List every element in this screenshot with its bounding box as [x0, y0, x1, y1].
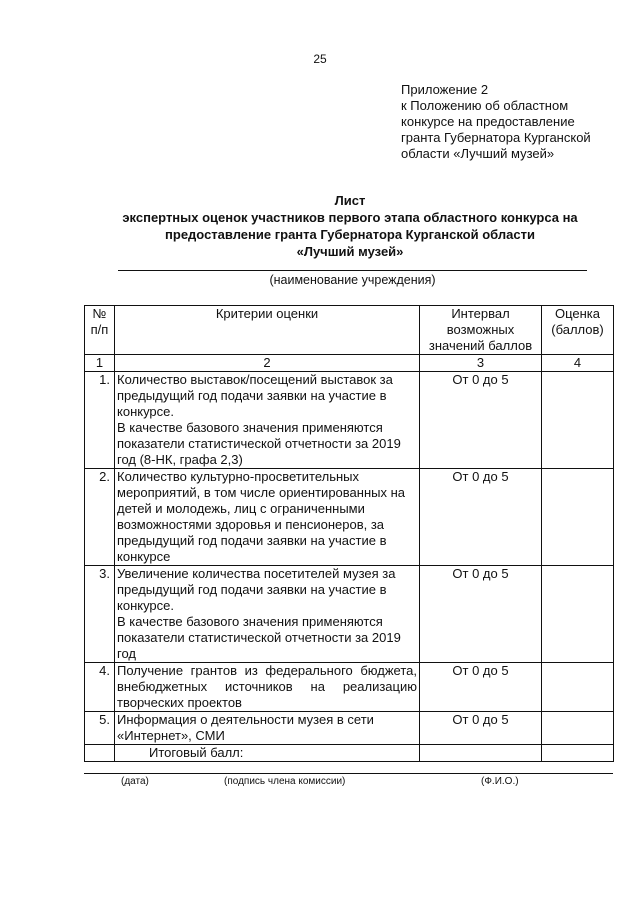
score-cell[interactable] [542, 372, 614, 469]
interval-cell: От 0 до 5 [420, 372, 542, 469]
column-number-row [85, 355, 614, 372]
criterion-cell [115, 469, 420, 566]
member-signature-caption: (подпись члена комиссии) [224, 776, 346, 787]
total-score-cell[interactable] [542, 745, 614, 762]
total-label: Итоговый балл: [115, 745, 420, 762]
table-row [85, 566, 614, 663]
score-cell[interactable] [542, 663, 614, 712]
interval-cell: От 0 до 5 [420, 663, 542, 712]
row-number: 1. [85, 372, 115, 469]
appendix-line: Приложение 2 [401, 82, 489, 97]
title-line: предоставление гранта Губернатора Курганской области [165, 227, 535, 242]
criterion-text: Количество культурно-просветительных мероприятий, в том числе ориентированных на детей и молодежь, лиц с ограниченными возможностями здоровья и пенсионеров, за предыдущий год подачи заявки на участие в конкурсе [117, 469, 405, 564]
header-interval: Интервал возможных значений баллов [420, 306, 542, 355]
interval-cell: От 0 до 5 [420, 469, 542, 566]
column-number: 1 [85, 355, 115, 372]
row-number: 5. [85, 712, 115, 745]
score-cell[interactable] [542, 469, 614, 566]
total-interval-cell [420, 745, 542, 762]
score-cell[interactable] [542, 712, 614, 745]
interval-cell: От 0 до 5 [420, 712, 542, 745]
header-criteria: Критерии оценки [115, 306, 420, 355]
title-line: «Лучший музей» [296, 244, 404, 259]
criterion-cell [115, 663, 420, 712]
criterion-text: Количество выставок/посещений выставок за предыдущий год подачи заявки на участие в конкурсе. [117, 372, 393, 419]
institution-caption: (наименование учреждения) [269, 273, 436, 287]
criterion-cell [115, 566, 420, 663]
row-number: 2. [85, 469, 115, 566]
row-number: 4. [85, 663, 115, 712]
appendix-header [401, 82, 631, 162]
appendix-line: к Положению об областном [401, 98, 569, 113]
total-number-cell [85, 745, 115, 762]
criterion-note: В качестве базового значения применяются показатели статистической отчетности за 2019 год [117, 614, 401, 661]
document-title [60, 192, 640, 260]
criterion-cell [115, 712, 420, 745]
total-row [85, 745, 614, 762]
title-line: Лист [334, 193, 366, 208]
page-number: 25 [313, 52, 327, 66]
column-number: 4 [542, 355, 614, 372]
full-name-caption: (Ф.И.О.) [481, 776, 519, 787]
table-row [85, 712, 614, 745]
header-score: Оценка (баллов) [542, 306, 614, 355]
table-row [85, 372, 614, 469]
column-number: 3 [420, 355, 542, 372]
appendix-line: области «Лучший музей» [401, 146, 555, 161]
criterion-note: В качестве базового значения применяются показатели статистической отчетности за 2019 год (8-НК, графа 2,3) [117, 420, 401, 467]
criterion-text: Увеличение количества посетителей музея за предыдущий год подачи заявки на участие в конкурсе. [117, 566, 396, 613]
appendix-line: гранта Губернатора Курганской [401, 130, 591, 145]
table-header-row [85, 306, 614, 355]
table-row [85, 663, 614, 712]
evaluation-table [84, 305, 614, 762]
signature-line [84, 773, 613, 774]
criterion-text: Информация о деятельности музея в сети «Интернет», СМИ [117, 712, 374, 743]
header-number: № п/п [85, 306, 115, 355]
appendix-line: конкурсе на предоставление [401, 114, 575, 129]
score-cell[interactable] [542, 566, 614, 663]
row-number: 3. [85, 566, 115, 663]
institution-name-line [118, 270, 587, 271]
criterion-text: Получение грантов из федерального бюджета, внебюджетных источников на реализацию творческих проектов [117, 663, 417, 710]
interval-cell: От 0 до 5 [420, 566, 542, 663]
criterion-cell [115, 372, 420, 469]
date-caption: (дата) [121, 776, 149, 787]
column-number: 2 [115, 355, 420, 372]
table-row [85, 469, 614, 566]
title-line: экспертных оценок участников первого этапа областного конкурса на [122, 210, 578, 225]
